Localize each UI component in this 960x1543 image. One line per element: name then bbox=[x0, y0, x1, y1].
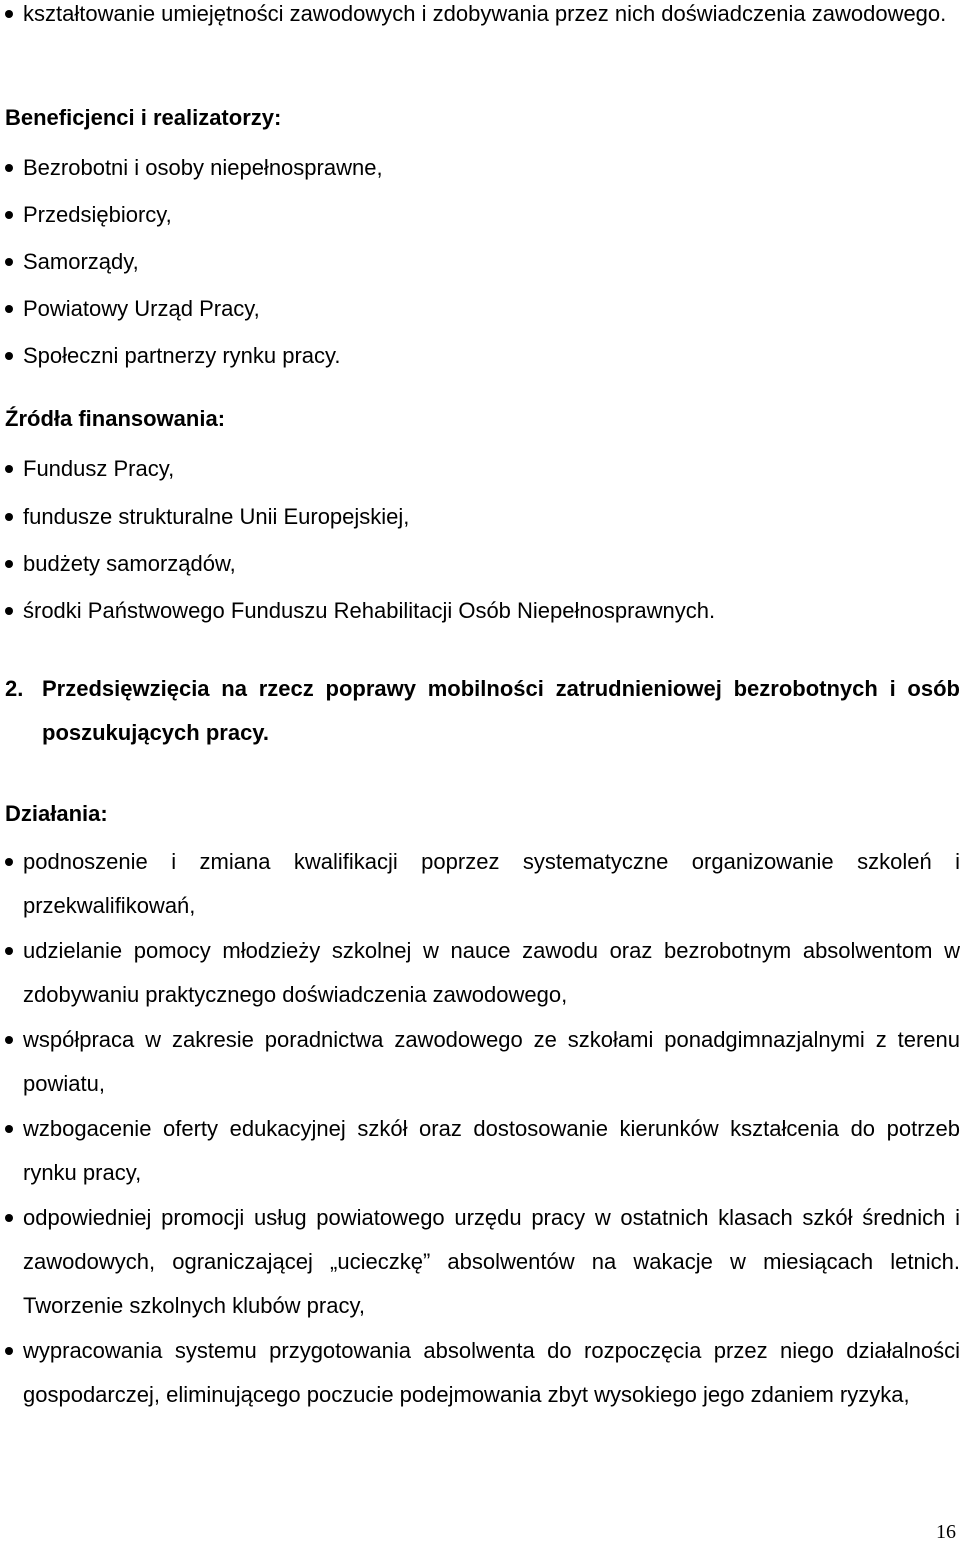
bullet-icon bbox=[5, 607, 13, 615]
bullet-icon bbox=[5, 560, 13, 568]
bullet-icon bbox=[5, 858, 13, 866]
list-item-text: Przedsiębiorcy, bbox=[23, 202, 172, 227]
list-item-text: kształtowanie umiejętności zawodowych i zdobywania przez nich doświadczenia zawodowego. bbox=[23, 1, 947, 26]
section-heading-beneficiaries: Beneficjenci i realizatorzy: bbox=[5, 105, 282, 130]
bullet-icon bbox=[5, 1125, 13, 1133]
list-item-text: Powiatowy Urząd Pracy, bbox=[23, 296, 260, 321]
list-item-text: Fundusz Pracy, bbox=[23, 456, 175, 481]
list-item-text: udzielanie pomocy młodzieży szkolnej w nauce zawodu oraz bezrobotnym absolwentom w zdobywaniu praktycznego doświadczenia zawodowego, bbox=[23, 938, 960, 1007]
list-item-text: budżety samorządów, bbox=[23, 551, 236, 576]
section-heading-funding: Źródła finansowania: bbox=[5, 406, 226, 431]
list-item-text: środki Państwowego Funduszu Rehabilitacji Osób Niepełnosprawnych. bbox=[23, 598, 716, 623]
bullet-icon bbox=[5, 305, 13, 313]
bullet-icon bbox=[5, 465, 13, 473]
bullet-icon bbox=[5, 947, 13, 955]
bullet-icon bbox=[5, 1214, 13, 1222]
list-item-text: fundusze strukturalne Unii Europejskiej, bbox=[23, 504, 410, 529]
section-heading-actions: Działania: bbox=[5, 801, 108, 826]
bullet-icon bbox=[5, 352, 13, 360]
bullet-icon bbox=[5, 258, 13, 266]
bullet-icon bbox=[5, 10, 13, 18]
list-item-text: Bezrobotni i osoby niepełnosprawne, bbox=[23, 155, 383, 180]
list-item-text: współpraca w zakresie poradnictwa zawodowego ze szkołami ponadgimnazjalnymi z terenu powiatu, bbox=[23, 1027, 960, 1096]
list-item-text: podnoszenie i zmiana kwalifikacji poprzez systematyczne organizowanie szkoleń i przekwalifikowań, bbox=[23, 849, 960, 918]
list-item-text: Społeczni partnerzy rynku pracy. bbox=[23, 343, 341, 368]
section-number: 2. bbox=[5, 676, 24, 701]
list-item-text: wzbogacenie oferty edukacyjnej szkół oraz dostosowanie kierunków kształcenia do potrzeb rynku pracy, bbox=[23, 1116, 960, 1185]
page-number: 16 bbox=[936, 1521, 956, 1543]
bullet-icon bbox=[5, 164, 13, 172]
bullet-icon bbox=[5, 513, 13, 521]
bullet-icon bbox=[5, 1036, 13, 1044]
list-item-text: odpowiedniej promocji usług powiatowego urzędu pracy w ostatnich klasach szkół średnich i zawodowych, ograniczającej „ucieczkę” absolwentów na wakacje w miesiącach letnich. Tworzenie szkolnych klubów pracy, bbox=[23, 1205, 960, 1318]
list-item-text: Samorządy, bbox=[23, 249, 139, 274]
bullet-icon bbox=[5, 211, 13, 219]
bullet-icon bbox=[5, 1347, 13, 1355]
section-title-text: Przedsięwzięcia na rzecz poprawy mobilności zatrudnieniowej bezrobotnych i osób poszukujących pracy. bbox=[42, 676, 960, 745]
list-item-text: wypracowania systemu przygotowania absolwenta do rozpoczęcia przez niego działalności gospodarczej, eliminującego poczucie podejmowania zbyt wysokiego jego zdaniem ryzyka, bbox=[23, 1338, 960, 1407]
